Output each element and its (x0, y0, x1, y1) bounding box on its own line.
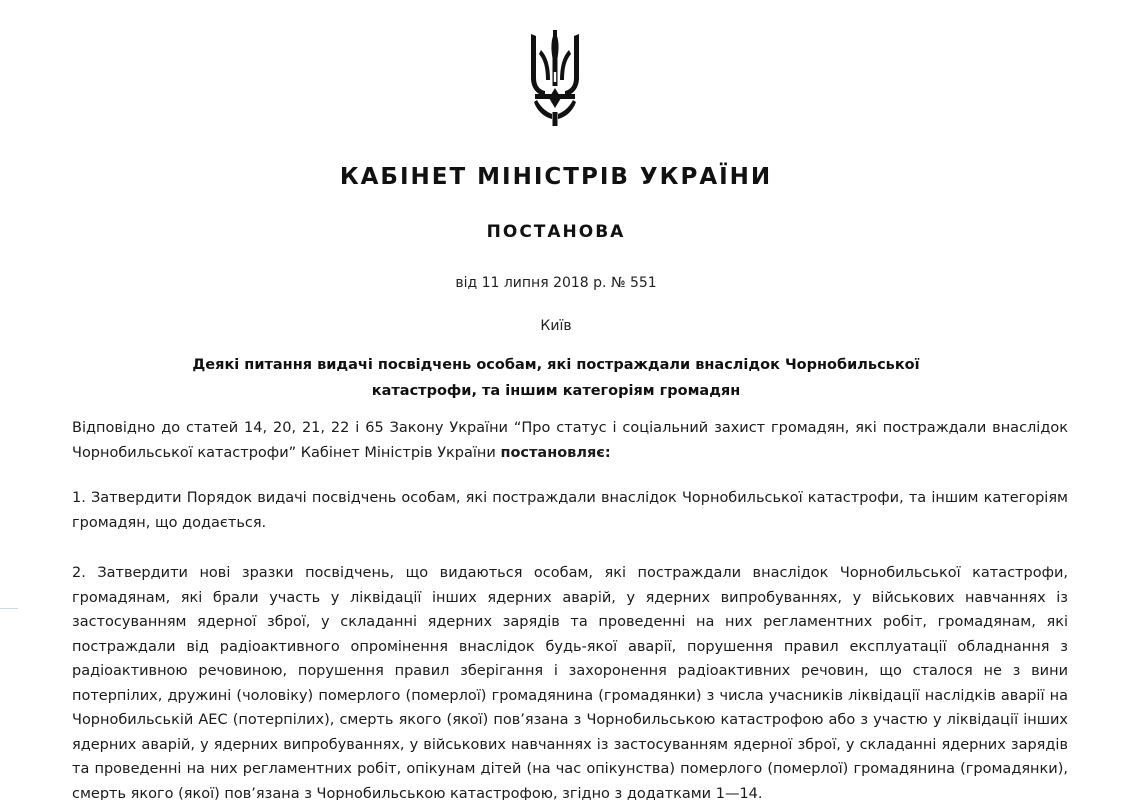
document-heading: Деякі питання видачі посвідчень особам, які постраждали внаслідок Чорнобильської катастрофи, та іншим категоріям громадян (192, 357, 920, 399)
intro-text: Відповідно до статей 14, 20, 21, 22 і 65 Закону України “Про статус і соціальний захист громадян, які постраждали внаслідок Чорнобильської катастрофи” Кабінет Міністрів України (72, 420, 1068, 461)
document-date-number: від 11 липня 2018 р. № 551 (455, 275, 657, 291)
page-edge-marker (0, 608, 18, 609)
document-place: Київ (540, 318, 572, 334)
paragraph-2: 2. Затвердити нові зразки посвідчень, що видаються особам, які постраждали внаслідок Чорнобильської катастрофи, громадянам, які брали участь у ліквідації інших ядерних аварій, у ядерних випробуваннях, у військових навчаннях із застосуванням ядерної зброї, у складанні ядерних зарядів та проведенні на них регламентних робіт, громадянам, які постраждали від радіоактивного опромінення внаслідок будь-якої аварії, порушення правил експлуатації обладнання з радіоактивною речовиною, порушення правил зберігання і захоронення радіоактивних речовин, що сталося не з вини потерпілих, дружині (чоловіку) померлого (померлої) громадянина (громадянки) з числа учасників ліквідації наслідків аварії на Чорнобильській АЕС (потерпілих), смерть якого (якої) пов’язана з Чорнобильською катастрофою або з участю у ліквідації інших ядерних аварій, у ядерних випробуваннях, у військових навчаннях із застосуванням ядерної зброї, у складанні ядерних зарядів та проведенні на них регламентних робіт, опікунам дітей (на час опікунства) померлого (померлої) громадянина (громадянки), смерть якого (якої) пов’язана з Чорнобильською катастрофою, згідно з додатками 1—14. (72, 565, 1068, 800)
intro-resolution-word: постановляє: (500, 444, 611, 461)
coat-of-arms-icon (523, 28, 587, 128)
intro-paragraph (72, 416, 1068, 465)
paragraph-1: 1. Затвердити Порядок видачі посвідчень особам, які постраждали внаслідок Чорнобильської катастрофи, та іншим категоріям громадян, що додається. (72, 490, 1068, 531)
document-type: ПОСТАНОВА (486, 222, 626, 242)
organization-title: КАБІНЕТ МІНІСТРІВ УКРАЇНИ (339, 164, 773, 190)
